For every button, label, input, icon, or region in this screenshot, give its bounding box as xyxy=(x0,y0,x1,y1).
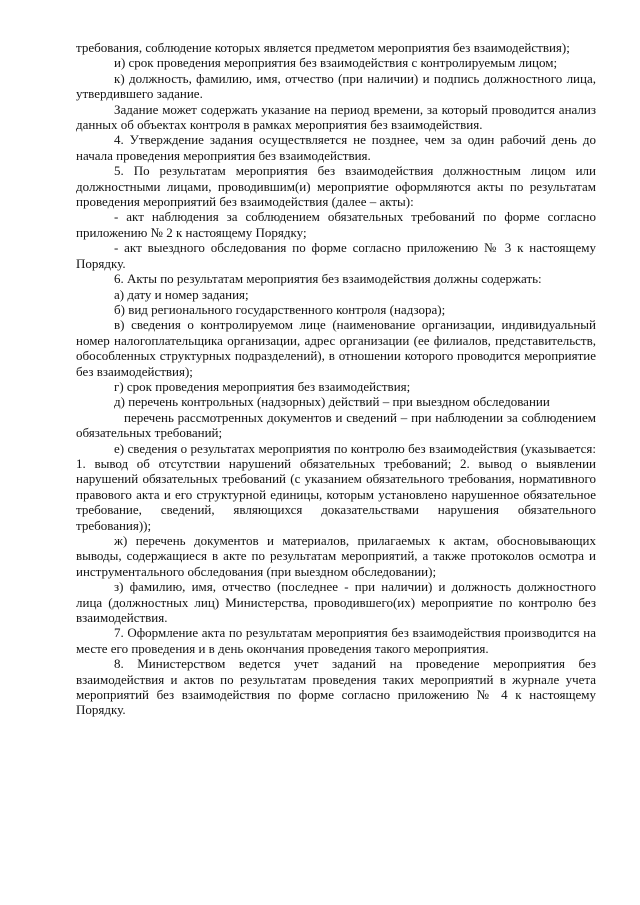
paragraph-item-b: б) вид регионального государственного контроля (надзора); xyxy=(114,301,446,317)
paragraph-requirements-continuation: требования, соблюдение которых является предметом мероприятия без взаимодействия); xyxy=(76,40,570,55)
paragraph-task-period: Задание может содержать указание на период времени, за который проводится анализ данных об объектах контроля в рамках мероприятия без взаимодействия. xyxy=(76,101,596,133)
paragraph-item-i: и) срок проведения мероприятия без взаимодействия с контролируемым лицом; xyxy=(114,55,558,71)
paragraph-section-7: 7. Оформление акта по результатам мероприятия без взаимодействия производится на месте его проведения и в день окончания проведения такого мероприятия. xyxy=(76,625,596,656)
paragraph-item-e: е) сведения о результатах мероприятия по контролю без взаимодействия (указывается: 1. вывод об отсутствии нарушений обязательных требований; 2. вывод о выявлении нарушений обязательных требований (с указанием обязательного требования, нормативного правового акта и его структурной единицы, которым установлено нарушенное обязательное требование, сведений, являющихся доказательствами нарушения обязательного требования)); xyxy=(76,440,596,533)
paragraph-item-a: а) дату и номер задания; xyxy=(114,286,249,302)
paragraph-item-z: з) фамилию, имя, отчество (последнее - при наличии) и должность должностного лица (должностных лиц) Министерства, проводившего(их) мероприятие по контролю без взаимодействия. xyxy=(76,579,596,626)
paragraph-item-d: д) перечень контрольных (надзорных) действий – при выездном обследовании xyxy=(114,394,550,410)
paragraph-item-v: в) сведения о контролируемом лице (наименование организации, индивидуальный номер налогоплательщика организации, адрес организации (ее филиалов, представительств, обособленных структурных подразделений), в отношении которого проводится мероприятие без взаимодействия); xyxy=(76,317,596,379)
paragraph-item-k: к) должность, фамилию, имя, отчество (при наличии) и подпись должностного лица, утвердившего задание. xyxy=(76,70,596,102)
paragraph-section-8: 8. Министерством ведется учет заданий на проведение мероприятия без взаимодействия и актов по результатам проведения таких мероприятий в журнале учета мероприятий без взаимодействия по форме согласно приложению № 4 к настоящему Порядку. xyxy=(76,656,596,718)
paragraph-observation-act: - акт наблюдения за соблюдением обязательных требований по форме согласно приложению № 2 к настоящему Порядку; xyxy=(76,209,596,240)
paragraph-item-g: г) срок проведения мероприятия без взаимодействия; xyxy=(114,378,411,394)
paragraph-section-4: 4. Утверждение задания осуществляется не позднее, чем за один рабочий день до начала проведения мероприятия без взаимодействия. xyxy=(76,132,596,163)
paragraph-item-d-continuation: перечень рассмотренных документов и сведений – при наблюдении за соблюдением обязательных требований; xyxy=(76,409,596,441)
paragraph-item-zh: ж) перечень документов и материалов, прилагаемых к актам, обосновывающих выводы, содержащиеся в акте по результатам мероприятий, а также протоколов осмотра и инструментального обследования (при выездном обследовании); xyxy=(76,533,596,579)
paragraph-section-6: 6. Акты по результатам мероприятия без взаимодействия должны содержать: xyxy=(114,271,542,287)
paragraph-field-survey-act: - акт выездного обследования по форме согласно приложению № 3 к настоящему Порядку. xyxy=(76,240,596,271)
paragraph-section-5: 5. По результатам мероприятия без взаимодействия должностным лицом или должностными лицами, проводившим(и) мероприятие оформляются акты по результатам проведения мероприятий без взаимодействия (далее – акты): xyxy=(76,163,596,210)
